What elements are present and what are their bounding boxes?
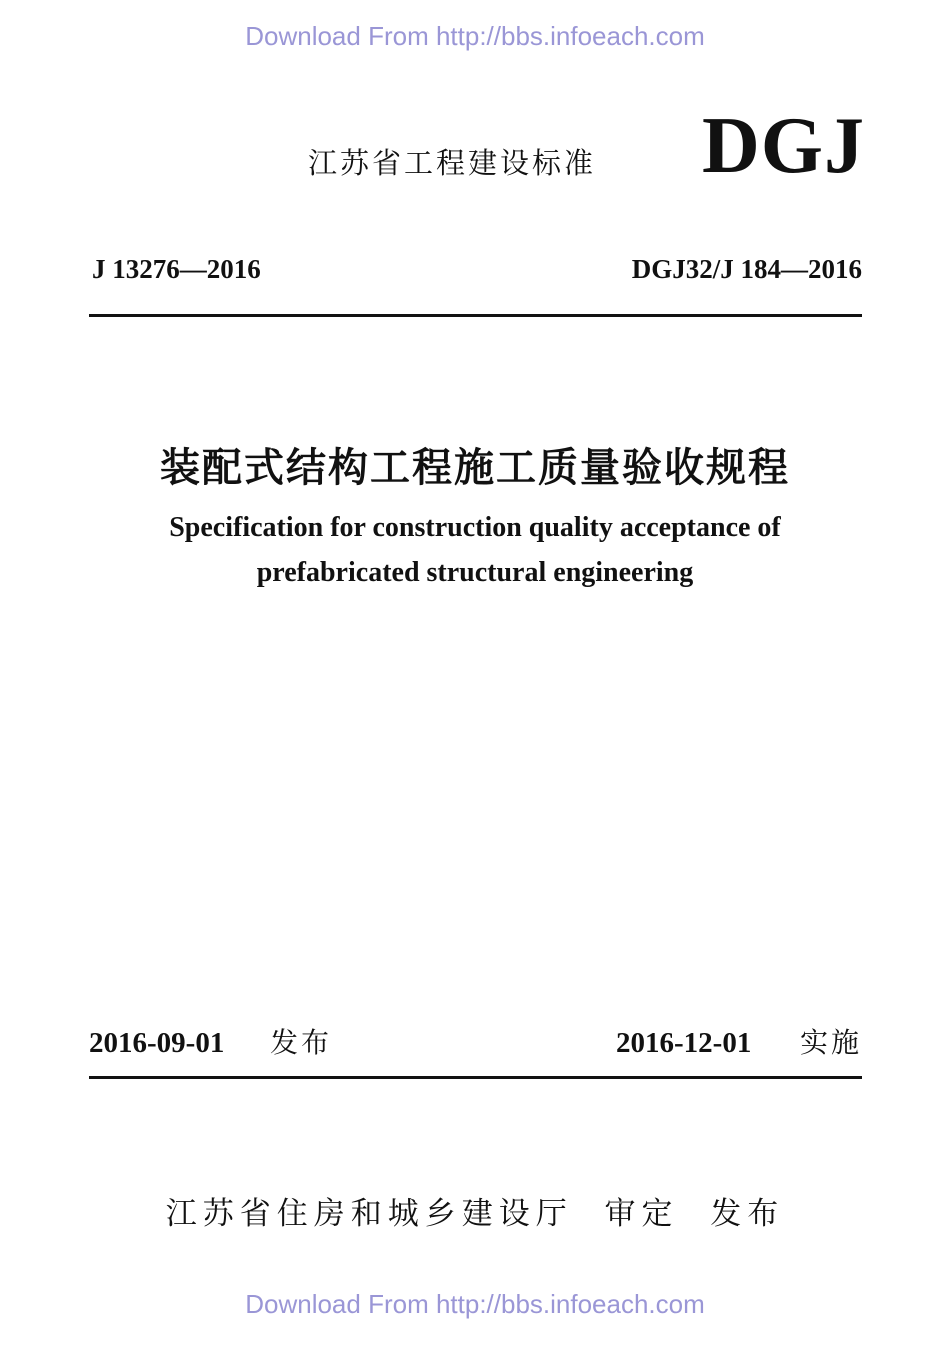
watermark-bottom: Download From http://bbs.infoeach.com <box>245 1289 705 1319</box>
publish-label: 发布 <box>270 1026 333 1059</box>
dgj-logo: DGJ <box>702 102 865 190</box>
publish-date: 2016-09-01 <box>89 1027 225 1059</box>
issuing-authority: 江苏省住房和城乡建设厅 审定 发布 <box>165 1196 785 1232</box>
header-divider <box>89 314 862 317</box>
standard-series-label: 江苏省工程建设标准 <box>308 146 597 180</box>
watermark-top: Download From http://bbs.infoeach.com <box>245 21 705 51</box>
record-number: J 13276—2016 <box>92 254 261 284</box>
standard-number: DGJ32/J 184—2016 <box>631 254 862 284</box>
effective-date: 2016-12-01 <box>616 1027 752 1059</box>
document-title-english-line1: Specification for construction quality acceptance of <box>169 512 781 543</box>
document-title-chinese: 装配式结构工程施工质量验收规程 <box>160 445 790 491</box>
document-title-english-line2: prefabricated structural engineering <box>256 557 694 588</box>
effective-label: 实施 <box>800 1026 863 1059</box>
footer-divider <box>89 1076 862 1079</box>
